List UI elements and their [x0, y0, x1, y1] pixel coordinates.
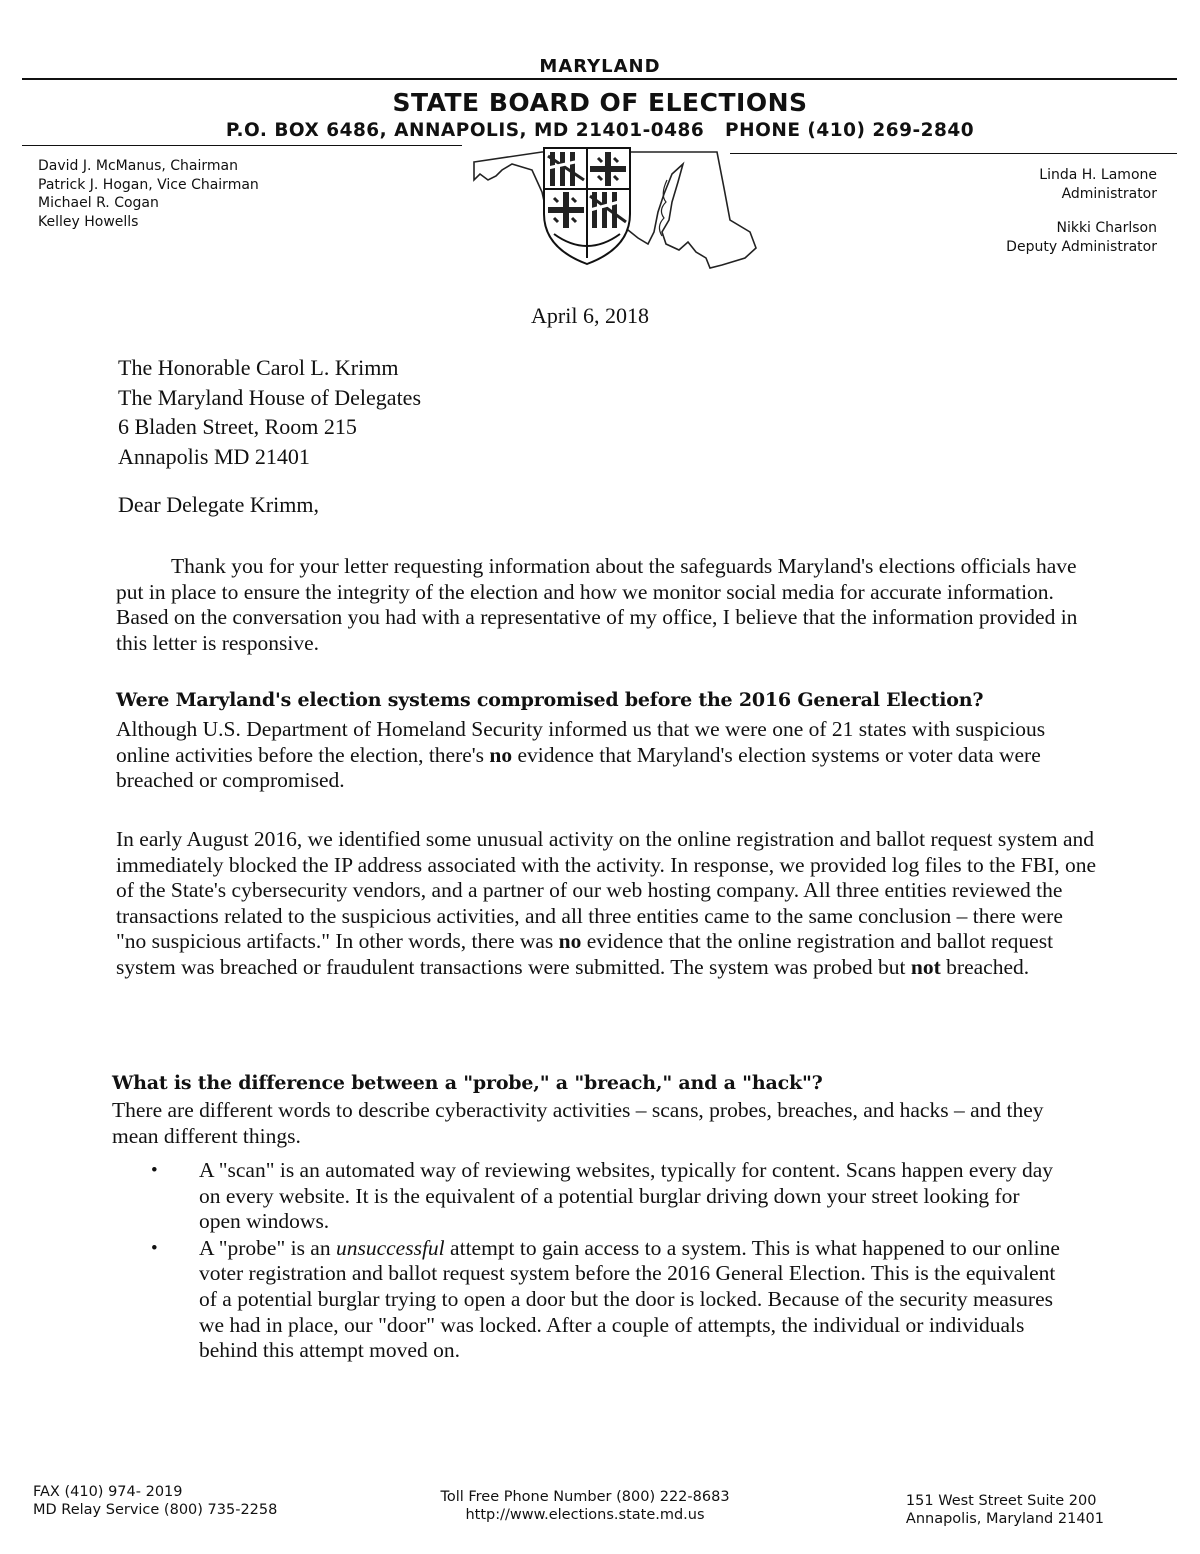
- maryland-map-seal-logo: [462, 140, 762, 275]
- text-run: Although U.S. Department of Homeland Security informed us that we were one of 21 states with suspicious online activities before the election, there's: [116, 717, 1046, 767]
- bullet-icon: •: [151, 1237, 158, 1259]
- emphasis-italic: unsuccessful: [335, 1235, 445, 1260]
- footer-contact: [405, 1488, 765, 1524]
- recipient-line: The Honorable Carol L. Krimm: [118, 355, 399, 380]
- recipient-line: The Maryland House of Delegates: [118, 384, 422, 410]
- footer-city: Annapolis, Maryland 21401: [905, 1511, 1104, 1527]
- emphasis-bold: no: [558, 929, 582, 954]
- paragraph-august-activity: [116, 827, 1096, 981]
- footer-street-address: [906, 1492, 1104, 1528]
- recipient-line: 6 Bladen Street, Room 215: [118, 414, 357, 439]
- header-rule-left: [22, 145, 462, 146]
- administrator-name: Linda H. Lamone: [1039, 167, 1157, 183]
- board-member: Kelley Howells: [38, 213, 139, 230]
- list-item: [140, 1158, 1060, 1235]
- header-rule-top: [22, 78, 1177, 80]
- paragraph-cyberactivity-terms: There are different words to describe cyberactivity activities – scans, probes, breaches, and hacks – and they mean different things.: [112, 1098, 1044, 1148]
- text-run: evidence that Maryland's election systems or voter data were breached or compromised.: [116, 742, 1041, 793]
- board-member: Patrick J. Hogan, Vice Chairman: [38, 176, 259, 193]
- state-name: MARYLAND: [539, 56, 661, 77]
- board-member: Michael R. Cogan: [38, 195, 159, 211]
- board-members-list: [38, 157, 259, 231]
- definitions-list: [140, 1158, 1060, 1365]
- section-heading-compromised: Were Maryland's election systems compromised before the 2016 General Election?: [116, 689, 984, 711]
- text-run: A "probe" is an: [199, 1235, 336, 1260]
- emphasis-bold: not: [910, 954, 941, 979]
- letter-date: April 6, 2018: [531, 303, 649, 328]
- board-member: David J. McManus, Chairman: [38, 158, 238, 174]
- paragraph-dhs-notice: [116, 717, 1096, 794]
- list-item: [140, 1236, 1060, 1364]
- footer-toll-free: Toll Free Phone Number (800) 222-8683: [440, 1489, 730, 1505]
- deputy-administrator-title: Deputy Administrator: [1006, 238, 1157, 255]
- recipient-line: Annapolis MD 21401: [118, 443, 310, 469]
- text-run: attempt to gain access to a system. This is what happened to our online voter registration and ballot request system before the 2016 General Election. This is the equivalent of a potential burglar trying to open a door but the door is locked. Because of the security measures we had in place, our "door" was locked. After a couple of attempts, the individual or individuals behind this attempt moved on.: [199, 1235, 1060, 1363]
- board-name: STATE BOARD OF ELECTIONS: [392, 88, 808, 117]
- salutation: Dear Delegate Krimm,: [118, 492, 319, 517]
- text-run: evidence that the online registration and ballot request system was breached or fraudulent transactions were submitted. The system was probed but: [116, 929, 1054, 979]
- footer-website-link[interactable]: http://www.elections.state.md.us: [465, 1507, 705, 1523]
- footer-fax-relay: [33, 1483, 277, 1519]
- deputy-administrator-name: Nikki Charlson: [1056, 220, 1157, 236]
- text-run: breached.: [940, 954, 1030, 979]
- header-rule-right: [730, 153, 1177, 154]
- text-run: In early August 2016, we identified some unusual activity on the online registration and ballot request system and immediately blocked the IP address associated with the activity. In response, we provided log files to the FBI, one of the State's cybersecurity vendors, and a partner of our web hosting company. All three entities reviewed the transactions related to the suspicious activities, and all three entities came to the same conclusion – there were "no suspicious artifacts." In other words, there was: [116, 827, 1097, 954]
- administrator-title: Administrator: [1061, 185, 1157, 202]
- administrators-block: [1006, 166, 1157, 256]
- section-heading-difference: What is the difference between a "probe," a "breach," and a "hack"?: [112, 1072, 823, 1094]
- board-address-phone: P.O. BOX 6486, ANNAPOLIS, MD 21401-0486 PHONE (410) 269-2840: [225, 120, 975, 141]
- state-seal-shield-icon: [544, 148, 630, 264]
- definition-scan: A "scan" is an automated way of reviewing websites, typically for content. Scans happen every day on every website. It is the equivalent of a potential burglar driving down your street looking for open windows.: [199, 1158, 1054, 1234]
- intro-paragraph: Thank you for your letter requesting information about the safeguards Maryland's elections officials have put in place to ensure the integrity of the election and how we monitor social media for accurate information. Based on the conversation you had with a representative of my office, I believe that the information provided in this letter is responsive.: [116, 554, 1078, 655]
- footer-relay: MD Relay Service (800) 735-2258: [33, 1502, 278, 1518]
- footer-fax: FAX (410) 974- 2019: [33, 1484, 183, 1500]
- bullet-icon: •: [151, 1160, 158, 1181]
- emphasis-bold: no: [489, 742, 513, 767]
- footer-street: 151 West Street Suite 200: [905, 1493, 1097, 1509]
- recipient-address-block: [118, 353, 421, 471]
